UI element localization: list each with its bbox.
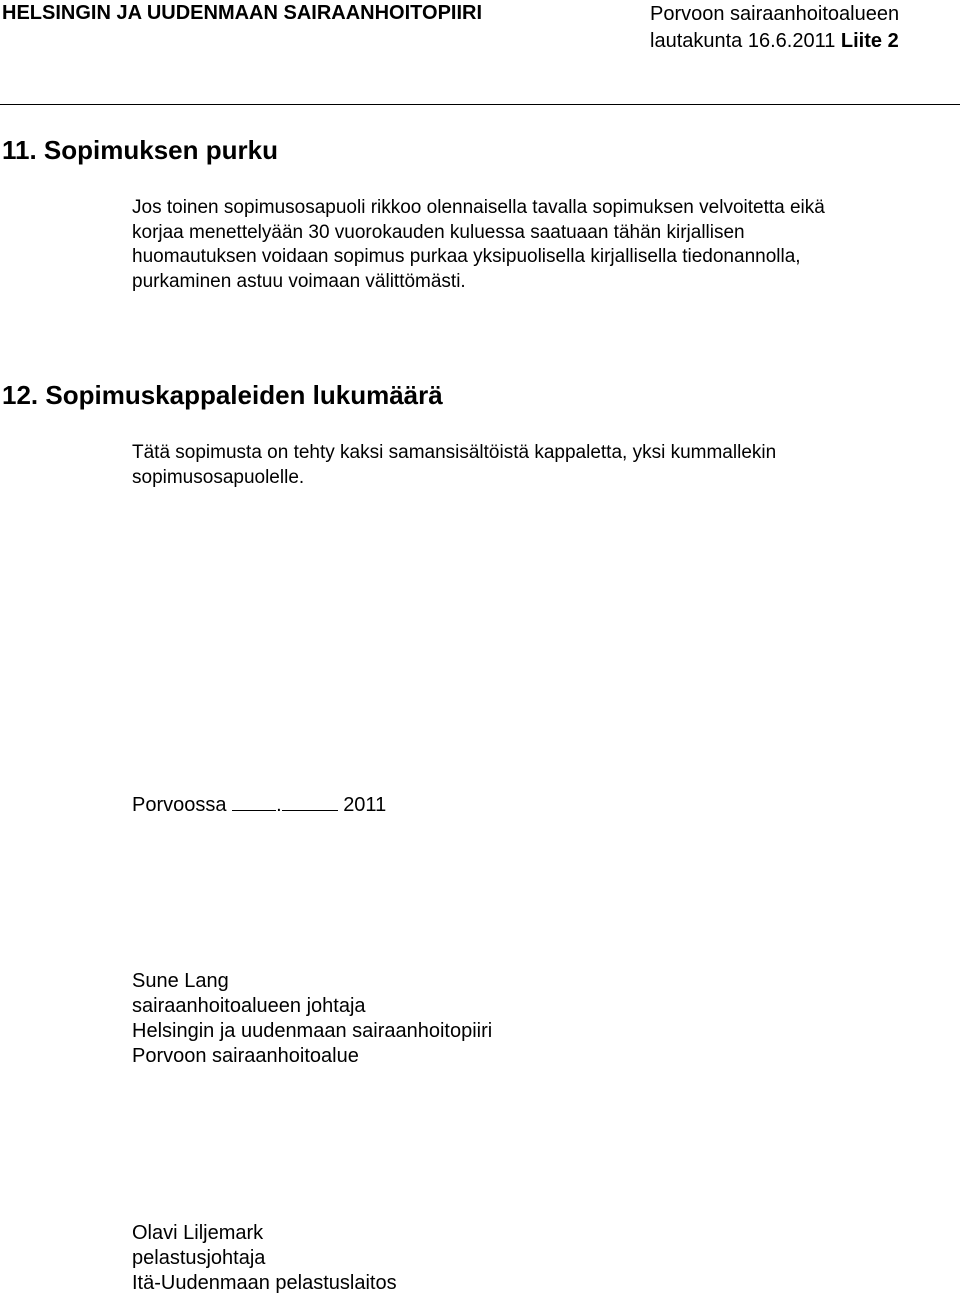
signature-block-2 [132, 1221, 397, 1296]
signatory-unit: Porvoon sairaanhoitoalue [132, 1045, 359, 1067]
section-title-copies: 12. Sopimuskappaleiden lukumäärä [2, 380, 443, 410]
signatory-organization: Itä-Uudenmaan pelastuslaitos [132, 1272, 397, 1294]
paragraph-line: Jos toinen sopimusosapuoli rikkoo olennaisella tavalla sopimuksen velvoitetta eikä [132, 197, 825, 218]
page-header [0, 0, 960, 105]
section-body-copies [132, 441, 932, 490]
year-label: 2011 [343, 794, 387, 816]
header-board-line [650, 28, 899, 55]
header-board-date: lautakunta 16.6.2011 [650, 30, 836, 52]
day-blank [232, 792, 276, 811]
signatory-title: sairaanhoitoalueen johtaja [132, 995, 366, 1017]
paragraph-line: sopimusosapuolelle. [132, 466, 305, 488]
month-blank [282, 792, 338, 811]
header-region: Porvoon sairaanhoitoalueen [650, 3, 900, 25]
paragraph-line: purkaminen astuu voimaan välittömästi. [132, 270, 466, 292]
section-body-termination [132, 196, 932, 294]
signatory-name: Olavi Liljemark [132, 1222, 264, 1244]
paragraph-line: korjaa menettelyään 30 vuorokauden kuluessa saatuaan tähän kirjallisen [132, 221, 745, 243]
signatory-title: pelastusjohtaja [132, 1247, 266, 1269]
signatory-name: Sune Lang [132, 970, 229, 992]
signatory-organization: Helsingin ja uudenmaan sairaanhoitopiiri [132, 1020, 493, 1042]
signature-block-1 [132, 969, 492, 1069]
header-organization: HELSINGIN JA UUDENMAAN SAIRAANHOITOPIIRI [2, 2, 483, 24]
header-attachment: Liite 2 [840, 30, 899, 52]
place-label: Porvoossa [132, 794, 227, 816]
section-title-termination: 11. Sopimuksen purku [2, 135, 278, 165]
paragraph-line: Tätä sopimusta on tehty kaksi samansisältöistä kappaletta, yksi kummallekin [132, 442, 777, 463]
header-meta [650, 1, 899, 55]
date-separator: . [276, 794, 282, 816]
paragraph-line: huomautuksen voidaan sopimus purkaa yksipuolisella kirjallisella tiedonannolla, [132, 246, 801, 267]
place-date-line [132, 792, 386, 818]
